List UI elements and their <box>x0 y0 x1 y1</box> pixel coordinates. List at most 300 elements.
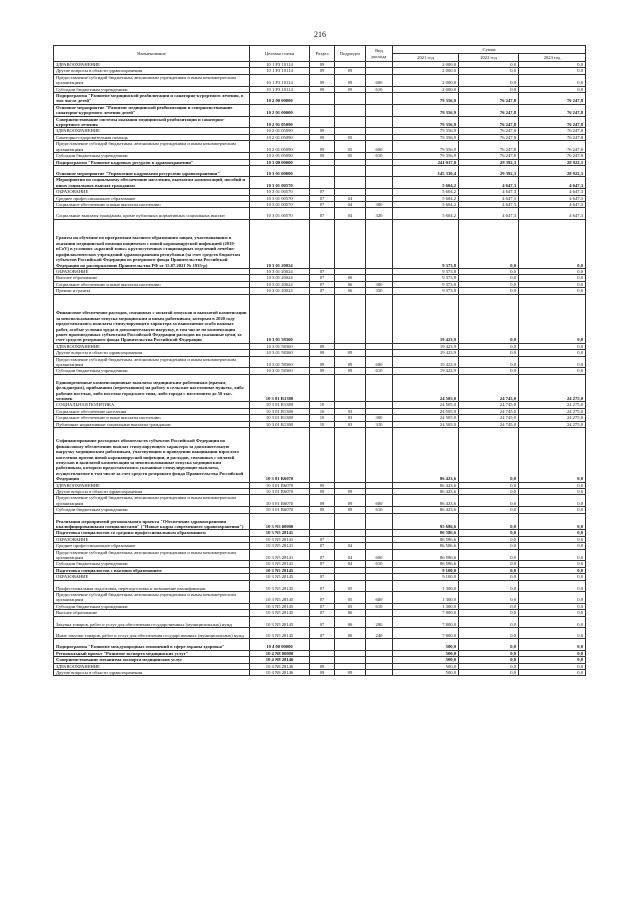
row-expense-kind: 610 <box>366 561 393 567</box>
row-expense-kind: 610 <box>366 153 393 159</box>
row-amount-2022: 76 247,8 <box>459 93 519 105</box>
row-section <box>310 427 335 482</box>
row-amount-2021: 79 356,9 <box>393 153 459 159</box>
row-expense-kind: 600 <box>366 141 393 153</box>
row-target-code: 10 3 00 00000 <box>250 159 310 165</box>
row-name: ЗДРАВООХРАНЕНИЕ <box>54 128 250 134</box>
row-amount-2021: 7 800,0 <box>393 610 459 616</box>
row-amount-2023: 4 647,3 <box>519 195 586 201</box>
row-amount-2021: 24 505,0 <box>393 421 459 427</box>
row-subsection: 04 <box>335 195 366 201</box>
table-header <box>54 46 586 62</box>
row-target-code: 10 3 01 R1380 <box>250 421 310 427</box>
row-amount-2022: 0,0 <box>459 74 519 86</box>
row-section: 09 <box>310 74 335 86</box>
row-section: 07 <box>310 536 335 542</box>
row-section: 09 <box>310 663 335 669</box>
row-amount-2023: 4 647,3 <box>519 189 586 195</box>
row-section: 07 <box>310 195 335 201</box>
row-section: 07 <box>310 268 335 274</box>
row-target-code: 10 3 01 20024 <box>250 268 310 274</box>
row-expense-kind: 610 <box>366 603 393 609</box>
row-name: Субсидии бюджетным учреждениям <box>54 561 250 567</box>
row-target-code: 10 3 N5 28145 <box>250 580 310 591</box>
row-amount-2022: 29 392,3 <box>459 159 519 165</box>
row-name: Совершенствование механизма экспорта медицинских услуг <box>54 657 250 663</box>
row-amount-2021: 86 423,6 <box>393 507 459 513</box>
row-target-code: 10 3 01 20024 <box>250 219 310 268</box>
row-expense-kind <box>366 670 393 676</box>
row-expense-kind <box>366 104 393 116</box>
row-section: 07 <box>310 201 335 207</box>
row-subsection <box>335 219 366 268</box>
row-target-code: 10 3 01 58360 <box>250 368 310 374</box>
header-year-2: 2022 год <box>459 54 519 62</box>
page-number: 216 <box>314 30 326 39</box>
row-name: ЗДРАВООХРАНЕНИЕ <box>54 62 250 68</box>
row-subsection: 06 <box>335 288 366 294</box>
row-target-code: 10 3 01 R6070 <box>250 507 310 513</box>
row-section: 09 <box>310 488 335 494</box>
table-row <box>54 165 586 176</box>
row-amount-2022: 0,0 <box>459 288 519 294</box>
row-amount-2021: 9 373,8 <box>393 219 459 268</box>
row-name: ЗДРАВООХРАНЕНИЕ <box>54 482 250 488</box>
row-name: Основное мероприятие "Управление кадровыми ресурсами здравоохранения" <box>54 165 250 176</box>
row-amount-2021: 2 000,0 <box>393 74 459 86</box>
table-row <box>54 670 586 676</box>
row-name: Публичные нормативные социальные выплаты гражданам <box>54 421 250 427</box>
row-amount-2023: 0,0 <box>519 549 586 561</box>
row-name: Социальное обеспечение и иные выплаты населению <box>54 201 250 207</box>
row-amount-2022: 0,0 <box>459 580 519 591</box>
row-name: ЗДРАВООХРАНЕНИЕ <box>54 663 250 669</box>
row-section <box>310 165 335 176</box>
row-section: 07 <box>310 275 335 281</box>
row-expense-kind: 300 <box>366 281 393 287</box>
row-target-code: 10 3 01 R1380 <box>250 408 310 414</box>
row-target-code: 10 3 N5 28145 <box>250 603 310 609</box>
row-amount-2022: 0,0 <box>459 628 519 639</box>
row-section: 09 <box>310 86 335 92</box>
row-amount-2021: 500,0 <box>393 650 459 656</box>
row-amount-2021: 9 373,8 <box>393 281 459 287</box>
row-target-code: 10 3 01 00570 <box>250 189 310 195</box>
row-section: 10 <box>310 402 335 408</box>
row-target-code: 10 3 N5 28141 <box>250 543 310 549</box>
row-target-code: 10 3 N5 28141 <box>250 530 310 536</box>
row-name: Другие вопросы в области здравоохранения <box>54 68 250 74</box>
row-name: Предоставление субсидий бюджетным, автономным учреждениям и иным некоммерческим организациям <box>54 592 250 604</box>
row-amount-2021: 2 000,0 <box>393 62 459 68</box>
row-amount-2021: 86 586,6 <box>393 561 459 567</box>
row-amount-2023: 0,0 <box>519 663 586 669</box>
row-target-code: 10 3 01 00570 <box>250 177 310 189</box>
row-amount-2021: 500,0 <box>393 657 459 663</box>
row-target-code: 10 3 01 00000 <box>250 165 310 176</box>
row-section: 09 <box>310 343 335 349</box>
row-amount-2021: 9 100,0 <box>393 567 459 573</box>
row-amount-2023: 0,0 <box>519 294 586 343</box>
row-amount-2023: 0,0 <box>519 74 586 86</box>
row-amount-2021: 79 356,9 <box>393 141 459 153</box>
table-row <box>54 616 586 627</box>
row-expense-kind <box>366 165 393 176</box>
row-name: Реализация мероприятий регионального проекта "Обеспечение здравоохранения квалифицированными специалистами" ("Новые кадры современного здравоохранения") <box>54 513 250 530</box>
row-section: 07 <box>310 616 335 627</box>
row-name: Санаторно-оздоровительная помощь <box>54 134 250 140</box>
row-expense-kind: 350 <box>366 288 393 294</box>
row-amount-2021: 7 800,0 <box>393 616 459 627</box>
row-amount-2021: 24 505,0 <box>393 402 459 408</box>
row-amount-2022: 0,0 <box>459 350 519 356</box>
row-amount-2022: 0,0 <box>459 62 519 68</box>
row-name: ОБРАЗОВАНИЕ <box>54 536 250 542</box>
row-amount-2023: 0,0 <box>519 350 586 356</box>
row-target-code: 10 2 01 00000 <box>250 104 310 116</box>
row-section: 10 <box>310 415 335 421</box>
row-amount-2022: 0,0 <box>459 616 519 627</box>
row-subsection <box>335 294 366 343</box>
row-amount-2023: 4 647,3 <box>519 177 586 189</box>
row-amount-2023: 0,0 <box>519 86 586 92</box>
row-name: Социальное обеспечение и иные выплаты населению <box>54 281 250 287</box>
row-section: 07 <box>310 189 335 195</box>
row-amount-2023: 0,0 <box>519 356 586 368</box>
row-amount-2022: 0,0 <box>459 495 519 507</box>
row-target-code: 10 3 01 58360 <box>250 343 310 349</box>
row-amount-2022: 0,0 <box>459 561 519 567</box>
row-amount-2021: 19 423,9 <box>393 294 459 343</box>
row-amount-2022: 0,0 <box>459 68 519 74</box>
row-amount-2021: 5 604,2 <box>393 195 459 201</box>
row-amount-2022: 4 647,3 <box>459 208 519 219</box>
row-target-code: 10 3 01 00570 <box>250 201 310 207</box>
header-kind: Вид расхода <box>366 46 393 62</box>
row-target-code: 10 3 01 20024 <box>250 275 310 281</box>
row-amount-2023: 24 275,0 <box>519 374 586 402</box>
row-amount-2023: 0,0 <box>519 275 586 281</box>
row-amount-2023: 24 275,0 <box>519 421 586 427</box>
row-amount-2021: 86 423,6 <box>393 482 459 488</box>
row-name: Предоставление субсидий бюджетным, автономным учреждениям и иным некоммерческим организациям <box>54 549 250 561</box>
row-expense-kind: 600 <box>366 495 393 507</box>
row-amount-2023: 0,0 <box>519 574 586 580</box>
row-target-code: 10 2 01 05090 <box>250 153 310 159</box>
row-amount-2022: 0,0 <box>459 343 519 349</box>
row-name: ОБРАЗОВАНИЕ <box>54 189 250 195</box>
row-amount-2022: 0,0 <box>459 294 519 343</box>
row-subsection: 03 <box>335 421 366 427</box>
row-name: Основное мероприятие "Развитие медицинской реабилитации и совершенствование санаторно-курортного лечения детей" <box>54 104 250 116</box>
row-subsection: 09 <box>335 368 366 374</box>
table-row <box>54 421 586 427</box>
row-subsection: 04 <box>335 549 366 561</box>
row-amount-2021: 24 505,0 <box>393 415 459 421</box>
table-row <box>54 208 586 219</box>
row-amount-2022: 0,0 <box>459 356 519 368</box>
row-amount-2023: 76 247,8 <box>519 93 586 105</box>
row-amount-2023: 0,0 <box>519 62 586 68</box>
row-amount-2021: 86 586,6 <box>393 543 459 549</box>
header-year-3: 2023 год <box>519 54 586 62</box>
row-amount-2022: 76 247,8 <box>459 104 519 116</box>
row-amount-2021: 19 423,9 <box>393 368 459 374</box>
row-amount-2021: 79 356,9 <box>393 116 459 128</box>
row-expense-kind: 240 <box>366 628 393 639</box>
row-section: 09 <box>310 141 335 153</box>
row-amount-2022: 4 647,3 <box>459 195 519 201</box>
row-name: Субсидии бюджетным учреждениям <box>54 86 250 92</box>
row-name: Другие вопросы в области здравоохранения <box>54 670 250 676</box>
row-amount-2021: 24 505,0 <box>393 408 459 414</box>
row-target-code: 10 3 N5 28141 <box>250 549 310 561</box>
row-subsection: 05 <box>335 153 366 159</box>
row-amount-2021: 5 604,2 <box>393 201 459 207</box>
row-name: Субсидии бюджетным учреждениям <box>54 603 250 609</box>
row-amount-2021: 86 423,6 <box>393 427 459 482</box>
row-amount-2023: 0,0 <box>519 219 586 268</box>
row-amount-2022: 0,0 <box>459 549 519 561</box>
row-target-code: 10 4 N8 28146 <box>250 663 310 669</box>
row-section <box>310 116 335 128</box>
row-section <box>310 219 335 268</box>
header-year-1: 2021 год <box>393 54 459 62</box>
row-expense-kind <box>366 93 393 105</box>
row-amount-2022: 0,0 <box>459 663 519 669</box>
row-expense-kind: 600 <box>366 592 393 604</box>
row-amount-2021: 1 300,0 <box>393 592 459 604</box>
row-target-code: 10 2 00 00000 <box>250 93 310 105</box>
row-name: Предоставление субсидий бюджетным, автономным учреждениям и иным некоммерческим организациям <box>54 495 250 507</box>
row-amount-2023: 0,0 <box>519 639 586 650</box>
row-amount-2023: 0,0 <box>519 427 586 482</box>
row-target-code: 10 3 01 R1380 <box>250 402 310 408</box>
row-amount-2022: 0,0 <box>459 507 519 513</box>
row-subsection: 09 <box>335 507 366 513</box>
row-target-code: 10 3 01 R1380 <box>250 374 310 402</box>
row-amount-2021: 5 604,2 <box>393 208 459 219</box>
row-amount-2021: 79 356,9 <box>393 93 459 105</box>
row-target-code: 10 1 Р3 10114 <box>250 86 310 92</box>
row-name: Предоставление субсидий бюджетным, автономным учреждениям и иным некоммерческим организациям <box>54 74 250 86</box>
row-amount-2021: 86 423,6 <box>393 495 459 507</box>
row-target-code: 10 3 01 00570 <box>250 195 310 201</box>
table-row <box>54 219 586 268</box>
row-section: 09 <box>310 356 335 368</box>
table-body <box>54 62 586 676</box>
row-subsection <box>335 513 366 530</box>
table-row <box>54 201 586 207</box>
row-amount-2022: 4 647,3 <box>459 177 519 189</box>
row-amount-2022: 4 647,3 <box>459 189 519 195</box>
row-section: 09 <box>310 350 335 356</box>
row-amount-2023: 0,0 <box>519 628 586 639</box>
row-amount-2023: 0,0 <box>519 488 586 494</box>
row-name: СОЦИАЛЬНАЯ ПОЛИТИКА <box>54 402 250 408</box>
row-amount-2021: 500,0 <box>393 639 459 650</box>
row-amount-2022: 0,0 <box>459 488 519 494</box>
row-amount-2023: 0,0 <box>519 561 586 567</box>
row-subsection: 09 <box>335 495 366 507</box>
row-name: Подпрограмма "Развитие международных отношений в сфере охраны здоровья" <box>54 639 250 650</box>
row-target-code: 10 4 N8 28146 <box>250 670 310 676</box>
row-amount-2022: 0,0 <box>459 536 519 542</box>
row-amount-2021: 5 604,2 <box>393 177 459 189</box>
row-amount-2022: 0,0 <box>459 368 519 374</box>
row-subsection: 06 <box>335 616 366 627</box>
row-subsection <box>335 93 366 105</box>
row-amount-2022: 76 247,8 <box>459 134 519 140</box>
row-amount-2023: 0,0 <box>519 268 586 274</box>
row-amount-2022: 0,0 <box>459 603 519 609</box>
row-name: Социальные выплаты гражданам, кроме публичных нормативных социальных выплат <box>54 208 250 219</box>
row-name: Субсидии бюджетным учреждениям <box>54 153 250 159</box>
row-amount-2023: 76 247,8 <box>519 128 586 134</box>
row-name: Иные закупки товаров, работ и услуг для обеспечения государственных (муниципальных) нужд <box>54 628 250 639</box>
row-amount-2021: 241 017,0 <box>393 159 459 165</box>
row-amount-2023: 76 247,8 <box>519 116 586 128</box>
row-amount-2022: 0,0 <box>459 657 519 663</box>
row-expense-kind <box>366 219 393 268</box>
row-expense-kind: 610 <box>366 86 393 92</box>
table-row <box>54 356 586 368</box>
row-amount-2022: 76 247,8 <box>459 141 519 153</box>
row-expense-kind <box>366 639 393 650</box>
row-amount-2023: 24 275,0 <box>519 408 586 414</box>
row-amount-2021: 19 423,9 <box>393 356 459 368</box>
row-name: Финансовое обеспечение расходов, связанных с оплатой отпусков и выплатой компенсации за неиспользованные отпуска медицинским и иным работникам, которым в 2020 году предоставлялись выплаты стимулирующего характера за выполнение особо важных работ, особые условия труда и дополнительную нагрузку, в том числе по компенсации ранее произведенных субъектами Российской Федерации расходов на указанные цели, за счет средств резервного фонда Правительства Российской Федерации <box>54 294 250 343</box>
table-row <box>54 549 586 561</box>
row-section <box>310 104 335 116</box>
row-section: 09 <box>310 495 335 507</box>
row-target-code: 10 3 01 00570 <box>250 208 310 219</box>
row-amount-2021: 500,0 <box>393 663 459 669</box>
row-expense-kind: 610 <box>366 368 393 374</box>
table-row <box>54 294 586 343</box>
table-row <box>54 141 586 153</box>
table-row <box>54 195 586 201</box>
row-section <box>310 513 335 530</box>
row-target-code: 10 3 01 R6070 <box>250 495 310 507</box>
row-target-code: 10 3 01 20024 <box>250 288 310 294</box>
row-amount-2022: 0,0 <box>459 281 519 287</box>
row-amount-2023: 0,0 <box>519 592 586 604</box>
row-amount-2023: 0,0 <box>519 657 586 663</box>
row-section: 10 <box>310 421 335 427</box>
row-subsection: 09 <box>335 670 366 676</box>
row-subsection <box>335 165 366 176</box>
table-row <box>54 427 586 482</box>
row-subsection: 06 <box>335 610 366 616</box>
row-amount-2023: 0,0 <box>519 543 586 549</box>
header-code: Целевая статья <box>250 46 310 62</box>
row-section: 09 <box>310 68 335 74</box>
row-amount-2021: 79 356,9 <box>393 104 459 116</box>
row-name: Предоставление субсидий бюджетным, автономным учреждениям и иным некоммерческим организациям <box>54 141 250 153</box>
row-section: 09 <box>310 134 335 140</box>
table-row <box>54 628 586 639</box>
row-amount-2021: 86 586,6 <box>393 536 459 542</box>
row-amount-2021: 2 000,0 <box>393 68 459 74</box>
table-row <box>54 374 586 402</box>
row-target-code: 10 3 N5 28145 <box>250 616 310 627</box>
row-amount-2021: 145 330,4 <box>393 165 459 176</box>
row-amount-2022: 0,0 <box>459 650 519 656</box>
row-amount-2023: 76 247,8 <box>519 134 586 140</box>
row-target-code: 10 4 N8 00000 <box>250 650 310 656</box>
row-name: Премии и гранты <box>54 288 250 294</box>
row-amount-2021: 1 300,0 <box>393 580 459 591</box>
row-amount-2022: 0,0 <box>459 219 519 268</box>
row-name: Социальное обеспечение населения <box>54 408 250 414</box>
row-section <box>310 294 335 343</box>
row-subsection: 04 <box>335 201 366 207</box>
row-amount-2023: 0,0 <box>519 68 586 74</box>
row-amount-2022: 0,0 <box>459 275 519 281</box>
row-subsection: 05 <box>335 580 366 591</box>
row-amount-2023: 24 275,0 <box>519 402 586 408</box>
table-row <box>54 93 586 105</box>
row-name: ОБРАЗОВАНИЕ <box>54 268 250 274</box>
table-row <box>54 116 586 128</box>
row-amount-2022: 0,0 <box>459 86 519 92</box>
row-name: Профессиональная подготовка, переподготовка и повышение квалификации <box>54 580 250 591</box>
row-amount-2021: 9 373,8 <box>393 288 459 294</box>
header-sum: Сумма <box>393 46 586 54</box>
row-subsection: 05 <box>335 603 366 609</box>
row-subsection: 04 <box>335 208 366 219</box>
table-row <box>54 580 586 591</box>
row-amount-2023: 0,0 <box>519 536 586 542</box>
row-target-code: 10 3 01 R6070 <box>250 488 310 494</box>
row-expense-kind: 600 <box>366 74 393 86</box>
row-amount-2022: 24 745,0 <box>459 415 519 421</box>
row-amount-2023: 4 647,3 <box>519 208 586 219</box>
row-section: 07 <box>310 561 335 567</box>
table-row <box>54 415 586 421</box>
row-section: 07 <box>310 281 335 287</box>
row-amount-2023: 0,0 <box>519 670 586 676</box>
row-amount-2022: 0,0 <box>459 427 519 482</box>
row-section: 07 <box>310 208 335 219</box>
row-section: 09 <box>310 368 335 374</box>
row-amount-2021: 79 356,9 <box>393 128 459 134</box>
row-target-code: 10 3 N5 28141 <box>250 561 310 567</box>
row-amount-2023: 28 922,3 <box>519 165 586 176</box>
row-amount-2023: 0,0 <box>519 495 586 507</box>
row-target-code: 10 4 N8 28146 <box>250 657 310 663</box>
row-target-code: 10 2 01 05090 <box>250 141 310 153</box>
row-amount-2023: 24 275,0 <box>519 415 586 421</box>
row-section <box>310 374 335 402</box>
row-target-code: 10 3 01 58360 <box>250 294 310 343</box>
row-target-code: 10 3 01 20024 <box>250 281 310 287</box>
row-amount-2022: 76 247,8 <box>459 128 519 134</box>
row-name: Софинансирование расходных обязательств субъектов Российской Федерации по финансовому обеспечению выплат стимулирующего характера за дополнительную нагрузку медицинским работникам, участвующим в проведении вакцинации взрослого населения против новой коронавирусной инфекции, и расходов, связанных с оплатой отпусков и выплатой компенсации за неиспользованные отпуска медицинским работникам, которым предоставлялись указанные стимулирующие выплаты, осуществляемое в том числе за счет средств резервного фонда Правительства Российской Федерации <box>54 427 250 482</box>
row-subsection: 09 <box>335 356 366 368</box>
row-amount-2023: 0,0 <box>519 343 586 349</box>
row-amount-2023: 76 247,8 <box>519 141 586 153</box>
row-target-code: 10 3 N5 28141 <box>250 536 310 542</box>
row-amount-2021: 9 373,8 <box>393 275 459 281</box>
row-name: Единовременные компенсационные выплаты медицинским работникам (врачам, фельдшерам), прибывшим (переехавшим) на работу в сельские населенные пункты, либо рабочие поселки, либо поселки городского типа, либо города с населением до 50 тыс. человек <box>54 374 250 402</box>
row-amount-2021: 7 800,0 <box>393 628 459 639</box>
row-amount-2022: 76 247,8 <box>459 153 519 159</box>
row-subsection: 04 <box>335 543 366 549</box>
row-target-code: 10 3 N5 00000 <box>250 513 310 530</box>
row-target-code: 10 2 01 05090 <box>250 116 310 128</box>
